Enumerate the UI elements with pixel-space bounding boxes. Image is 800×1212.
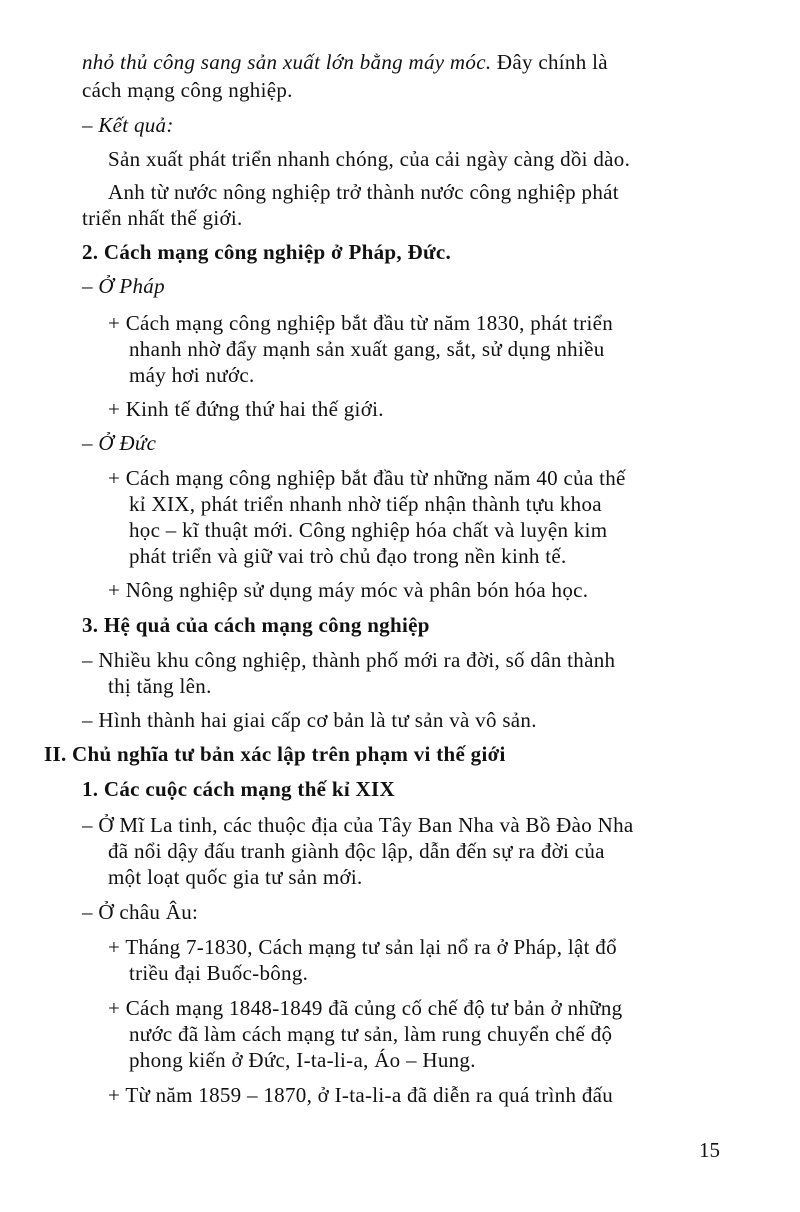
text-line-2: cách mạng công nghiệp. (82, 78, 293, 102)
text-line-12: + Kinh tế đứng thứ hai thế giới. (108, 397, 384, 421)
text-line-1 (82, 48, 608, 76)
text-line-11: máy hơi nước. (129, 363, 255, 387)
subheading-germany: – Ở Đức (82, 431, 157, 455)
text-line-25: – Ở Mĩ La tinh, các thuộc địa của Tây Ban Nha và Bồ Đào Nha (82, 813, 634, 837)
text-line-32: nước đã làm cách mạng tư sản, làm rung chuyển chế độ (129, 1022, 613, 1046)
text-line-6: triển nhất thế giới. (82, 206, 243, 230)
result-label: – Kết quả: (82, 113, 174, 137)
heading-consequences: 3. Hệ quả của cách mạng công nghiệp (82, 613, 430, 637)
text-line-5: Anh từ nước nông nghiệp trở thành nước công nghiệp phát (108, 180, 619, 204)
section-heading-ii: II. Chủ nghĩa tư bản xác lập trên phạm vi thế giới (44, 742, 506, 766)
text-line-15: kỉ XIX, phát triển nhanh nhờ tiếp nhận thành tựu khoa (129, 492, 602, 516)
text-line-31: + Cách mạng 1848-1849 đã củng cố chế độ tư bản ở những (108, 996, 623, 1020)
text-line-22: – Hình thành hai giai cấp cơ bản là tư sản và vô sản. (82, 708, 537, 732)
text-line-9: + Cách mạng công nghiệp bắt đầu từ năm 1830, phát triển (108, 311, 614, 335)
subheading-france: – Ở Pháp (82, 274, 165, 298)
text-line-27: một loạt quốc gia tư sản mới. (108, 865, 363, 889)
text-line-10: nhanh nhờ đẩy mạnh sản xuất gang, sắt, sử dụng nhiều (129, 337, 605, 361)
text-line-4: Sản xuất phát triển nhanh chóng, của cải ngày càng dồi dào. (108, 147, 631, 171)
text-line-21: thị tăng lên. (108, 674, 212, 698)
text-line-34: + Từ năm 1859 – 1870, ở I-ta-li-a đã diễn ra quá trình đấu (108, 1083, 614, 1107)
page-number: 15 (699, 1138, 720, 1162)
heading-france-germany: 2. Cách mạng công nghiệp ở Pháp, Đức. (82, 240, 452, 264)
text-line-28: – Ở châu Âu: (82, 900, 199, 924)
text-line-33: phong kiến ở Đức, I-ta-li-a, Áo – Hung. (129, 1048, 476, 1072)
text-line-1-tail: Đây chính là (491, 50, 608, 74)
text-line-29: + Tháng 7-1830, Cách mạng tư sản lại nổ ra ở Pháp, lật đổ (108, 935, 617, 959)
text-line-16: học – kĩ thuật mới. Công nghiệp hóa chất và luyện kim (129, 518, 608, 542)
text-line-1-italic: nhỏ thủ công sang sản xuất lớn bằng máy móc. (82, 50, 492, 74)
text-line-30: triều đại Buốc-bông. (129, 961, 309, 985)
text-line-20: – Nhiều khu công nghiệp, thành phố mới ra đời, số dân thành (82, 648, 616, 672)
text-line-17: phát triển và giữ vai trò chủ đạo trong nền kinh tế. (129, 544, 567, 568)
heading-revolutions-xix: 1. Các cuộc cách mạng thế kỉ XIX (82, 777, 395, 801)
text-line-14: + Cách mạng công nghiệp bắt đầu từ những năm 40 của thế (108, 466, 626, 490)
text-line-26: đã nổi dậy đấu tranh giành độc lập, dẫn đến sự ra đời của (108, 839, 605, 863)
text-line-18: + Nông nghiệp sử dụng máy móc và phân bón hóa học. (108, 578, 589, 602)
